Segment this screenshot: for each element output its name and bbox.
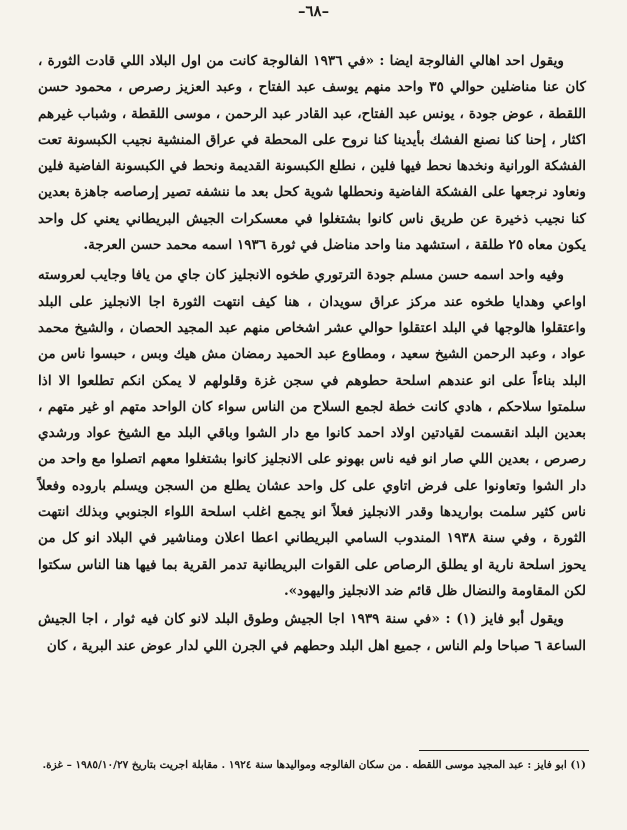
footnote: (١) ابو فايز : عبد المجيد موسى اللقطه . من سكان الفالوجه ومواليدها سنة ١٩٢٤ . مقابلة اجريت بتاريخ ١٩٨٥/١٠/٢٧ – غزة. (42, 759, 586, 771)
paragraph-text: ويقول احد اهالي الفالوجة ايضا : «في ١٩٣٦ الفالوجة كانت من اول البلاد اللي قادت الثورة ، كان عنا مناضلين حوالي ٣٥ واحد منهم يوسف عبد الفتاح ، وعبد العزيز رصرص ، محمود حسن اللقطة ، عوض جودة ، يونس عبد الفتاح، عبد القادر عبد الرحمن ، موسى اللقطة ، وشباب غيرهم اكثار ، إحنا كنا نصنع الفشك بأيدينا كنا نروح على المحطة في عراق المنشية نجيب الكبسونة تعت الفشكة الورانية ونخدها نحط فيها فلين ، نطلع الكبسونة القديمة ونحط في الكبسونة الفاضية فلين ونعاود نرجعها على الفشكة الفاضية ونحطلها شوية كحل بعد ما ننشفه تصير إرصاصه جاهزة بعدين كنا نجيب ذخيرة عن طريق ناس كانوا بشتغلوا في معسكرات الجيش البريطاني يعني كل واحد يكون معاه ٢٥ طلقة ، استشهد منا واحد مناضل في ثورة ١٩٣٦ اسمه محمد حسن العرجة. (38, 53, 586, 254)
paragraph (38, 606, 586, 659)
main-text (38, 48, 586, 659)
paragraph (38, 48, 586, 258)
page-number: –٦٨– (297, 2, 330, 20)
paragraph (38, 262, 586, 604)
paragraph-text: ويقول أبو فايز (١) : «في سنة ١٩٣٩ اجا الجيش وطوق البلد لانو كان فيه ثوار ، اجا الجيش الساعة ٦ صباحا ولم الناس ، جميع اهل البلد وحطهم في الجرن اللي لدار عوض عند البرية ، كان (38, 611, 586, 654)
paragraph-text: وفيه واحد اسمه حسن مسلم جودة الترتوري طخوه الانجليز كان جاي من يافا وجايب لعروسته اواعي وهدايا طخوه عند مركز عراق سويدان ، هنا كيف انتهت الثورة اجا الانجليز على البلد واعتقلوا هالوجها في البلد اعتقلوا حوالي عشر اشخاص منهم عبد المجيد الحصان ، والشيخ محمد عواد ، وعبد الرحمن الشيخ سعيد ، ومطاوع عبد الحميد رمضان مش هيك وبس ، حبسوا ناس من البلد بناءاً على انو عندهم اسلحة حطوهم في سجن غزة وقلولهم لا يمكن انكم تطلعوا الا اذا سلمتوا سلاحكم ، هادي كانت خطة لجمع السلاح من الناس سواء كان الواحد متهم او غير متهم ، بعدين البلد انقسمت لقيادتين اولاد احمد كانوا مع دار الشوا وباقي البلد مع الشيخ عواد ورشدي رصرص ، بعدين اللي صار انو فيه ناس بهونو على الانجليز كانوا بشتغلوا معهم اتصلوا مع واحد من دار الشوا وتعاونوا على فرض اتاوي على كل واحد عشان يطلع من السجن ويسلم باروده وفعلاً ناس كثير سلمت بواريدها وقدر الانجليز فعلاً انو يجمع اغلب اسلحة اللواء الجنوبي وبذلك انتهت الثورة ، وفي سنة ١٩٣٨ المندوب السامي البريطاني اعطا اعلان ومناشير في البلاد انو كل من يحوز اسلحة نارية او يطلق الرصاص على القوات البريطانية تدمر القرية بما فيها هنا الناس سكتوا لكن المقاومة والنضال ظل قائم ضد الانجليز واليهود». (38, 267, 586, 599)
footnote-divider (419, 750, 589, 751)
